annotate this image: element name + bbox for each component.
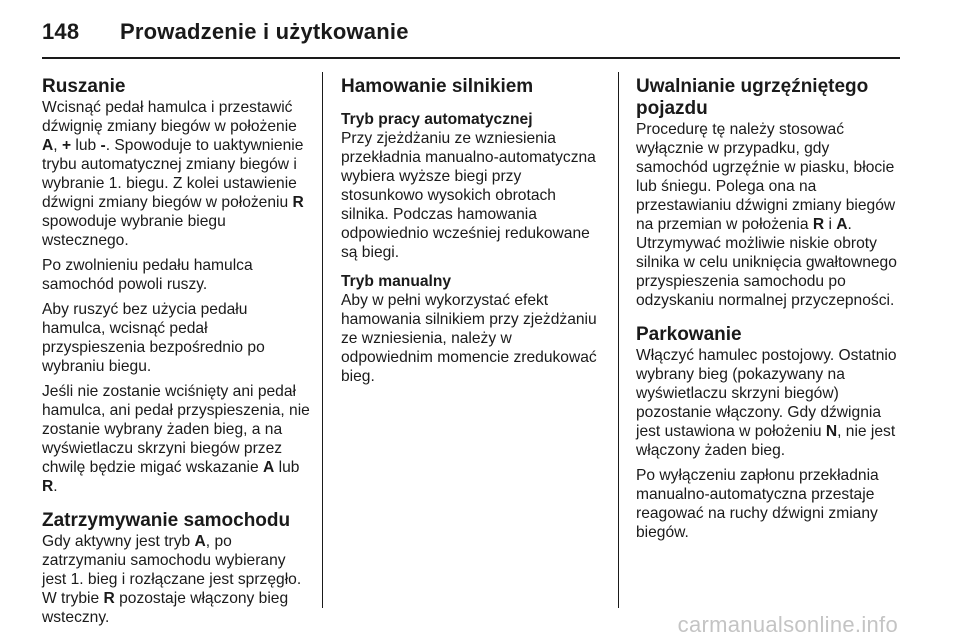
column-2 (341, 76, 603, 392)
subheading-automatic: Tryb pracy automatycznej (341, 111, 533, 128)
section-title-ruszanie: Ruszanie (42, 76, 126, 97)
page-title: Prowadzenie i użytkowanie (120, 19, 409, 44)
paragraph: Przy zjeżdżaniu ze wzniesienia przekładnia manualno-automatyczna wybiera wyższe biegi przy stosunkowo wysokich obrotach silnika. Podczas hamowania odpowiednio wcześniej redukowane są biegi. (341, 130, 596, 261)
paragraph: Gdy aktywny jest tryb A, po zatrzymaniu samochodu wybierany jest 1. bieg i rozłączane jest sprzęgło. W trybie R pozostaje włączony bieg wsteczny. (42, 533, 302, 626)
section-title-uwalnianie: Uwalnianie ugrzęźniętego pojazdu (636, 76, 869, 119)
watermark: carmanualsonline.info (677, 612, 898, 637)
page-number: 148 (42, 19, 80, 44)
page-header (42, 12, 409, 52)
column-divider (322, 72, 323, 608)
paragraph: Aby ruszyć bez użycia pedału hamulca, wcisnąć pedał przyspieszenia bezpośrednio po wybraniu biegu. (42, 301, 265, 375)
paragraph: Aby w pełni wykorzystać efekt hamowania silnikiem przy zjeżdżaniu ze wzniesienia, należy w odpowiednim momencie zredukować bieg. (341, 292, 597, 385)
subheading-manual: Tryb manualny (341, 273, 452, 290)
paragraph: Włączyć hamulec postojowy. Ostatnio wybrany bieg (pokazywany na wyświetlaczu skrzyni biegów) pozostanie włączony. Gdy dźwignia jest ustawiona w położeniu N, nie jest włączony żaden bieg. (636, 347, 897, 459)
section-title-zatrzymywanie: Zatrzymywanie samochodu (42, 510, 291, 531)
paragraph: Po wyłączeniu zapłonu przekładnia manualno-automatyczna przestaje reagować na ruchy dźwigni zmiany biegów. (636, 467, 879, 541)
section-title-hamowanie: Hamowanie silnikiem (341, 76, 534, 97)
column-divider (618, 72, 619, 608)
column-1 (42, 76, 310, 633)
column-3 (636, 76, 904, 548)
paragraph: Procedurę tę należy stosować wyłącznie w przypadku, gdy samochód ugrzęźnie w piasku, błocie lub śniegu. Polega ona na przestawianiu dźwigni zmiany biegów na przemian w położenia R i A. Utrzymywać możliwie niskie obroty silnika w celu uniknięcia gwałtownego przyspieszenia samochodu po odzyskaniu normalnej przyczepności. (636, 121, 897, 309)
paragraph: Jeśli nie zostanie wciśnięty ani pedał hamulca, ani pedał przyspieszenia, nie zostanie wybrany żaden bieg, a na wyświetlaczu skrzyni biegów przez chwilę będzie migać wskazanie A lub R. (42, 383, 310, 495)
paragraph: Po zwolnieniu pedału hamulca samochód powoli ruszy. (42, 257, 253, 293)
paragraph: Wcisnąć pedał hamulca i przestawić dźwignię zmiany biegów w położenie A, + lub -. Spowoduje to uaktywnienie trybu automatycznej zmiany biegów i wybranie 1. biegu. Z kolei ustawienie dźwigni zmiany biegów w położeniu R spowoduje wybranie biegu wstecznego. (42, 99, 304, 249)
section-title-parkowanie: Parkowanie (636, 324, 742, 345)
header-rule (42, 57, 900, 59)
